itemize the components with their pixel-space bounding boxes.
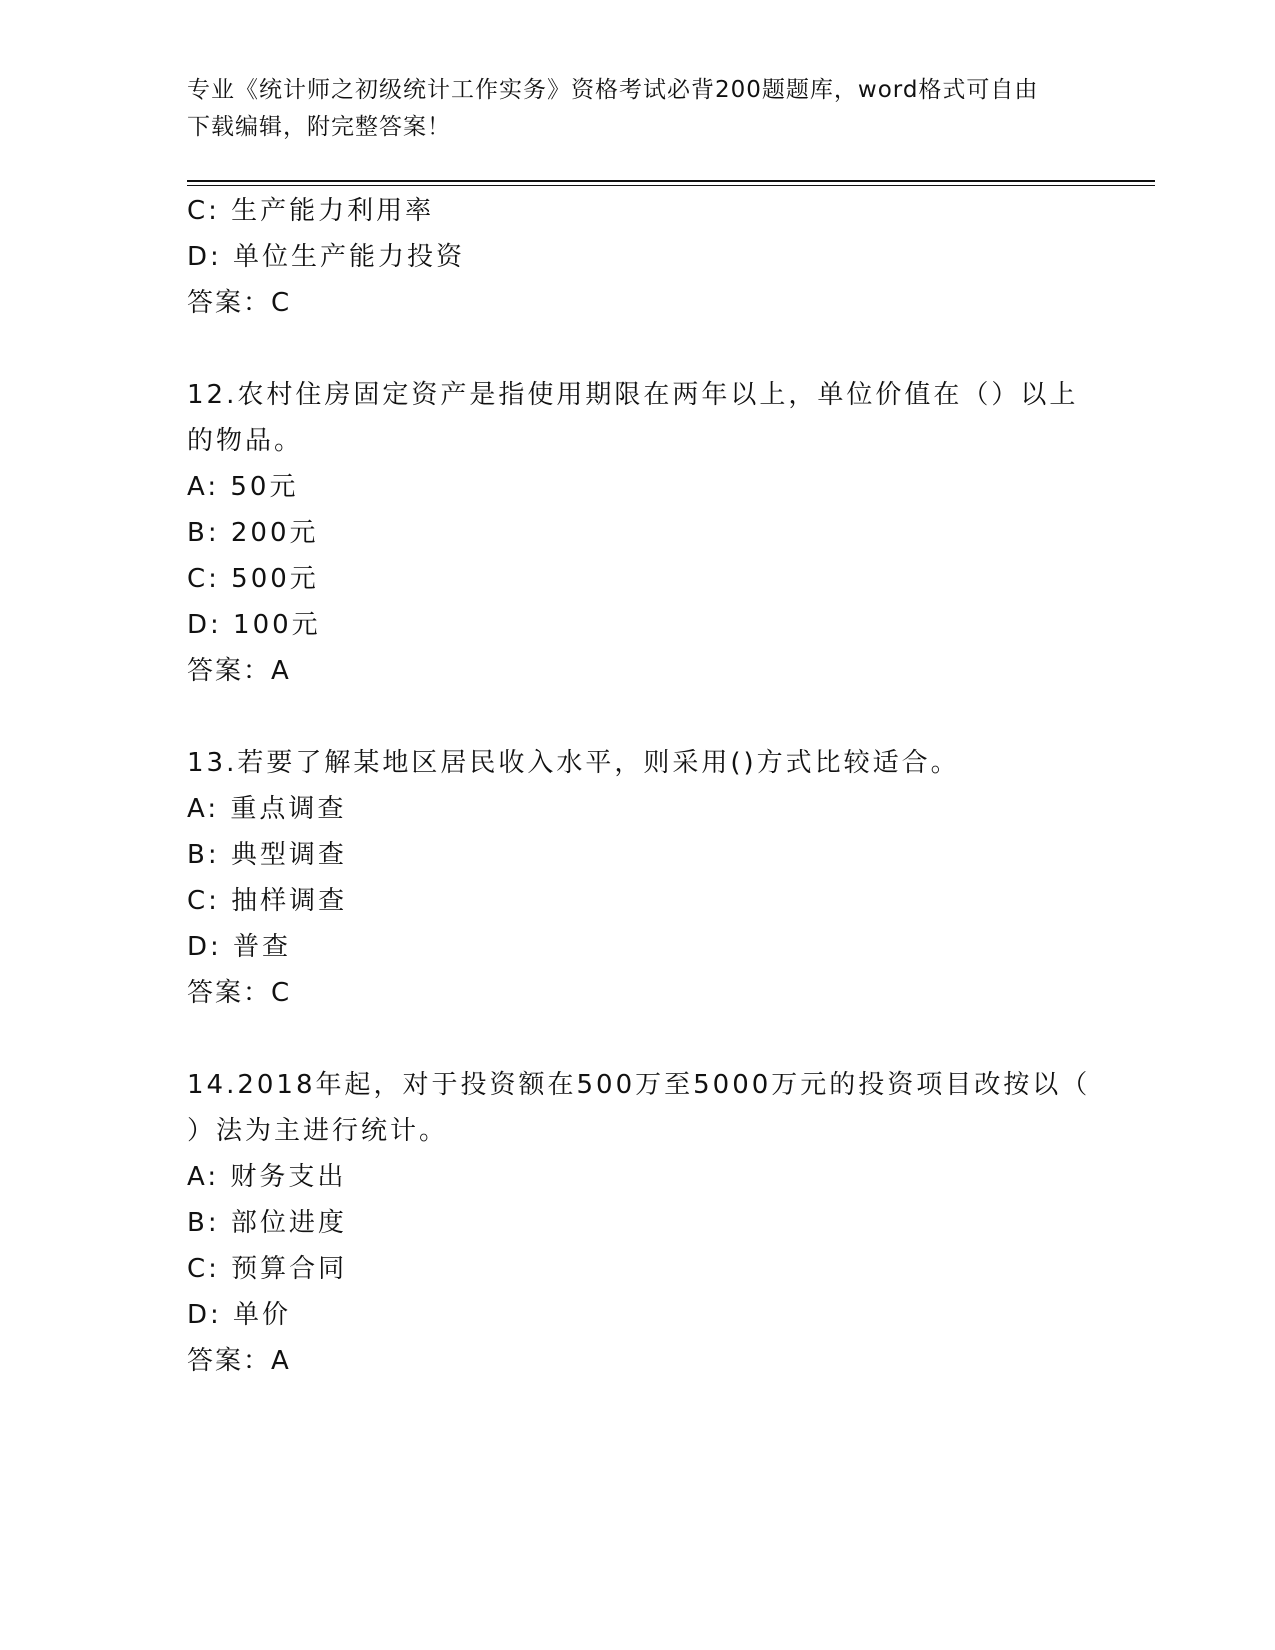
question-14 [187,1062,1091,1384]
question-11-tail [187,188,1087,326]
option-a: A: 重点调查 [187,794,347,824]
header-line-2: 下载编辑，附完整答案！ [187,114,451,140]
answer: 答案：A [187,1346,291,1376]
header-rule-thin [187,185,1155,186]
option-b: B: 部位进度 [187,1208,347,1238]
option-b: B: 典型调查 [187,840,347,870]
option-d: D: 单位生产能力投资 [187,242,466,272]
option-c: C: 500元 [187,564,319,594]
option-c: C: 抽样调查 [187,886,348,916]
option-c: C: 生产能力利用率 [187,196,435,226]
option-b: B: 200元 [187,518,319,548]
question-text-line-1: 14.2018年起，对于投资额在500万至5000万元的投资项目改按以（ [187,1070,1091,1100]
header-rule-thick [187,180,1155,182]
answer: 答案：A [187,656,291,686]
question-13 [187,740,1087,1016]
header-line-1: 专业《统计师之初级统计工作实务》资格考试必背200题题库，word格式可自由 [187,77,1039,103]
option-c: C: 预算合同 [187,1254,348,1284]
question-text-line-2: 的物品。 [187,426,304,456]
option-d: D: 100元 [187,610,321,640]
option-a: A: 财务支出 [187,1162,347,1192]
option-d: D: 单价 [187,1300,292,1330]
question-text-line-1: 12.农村住房固定资产是指使用期限在两年以上，单位价值在（）以上 [187,380,1079,410]
question-text: 13.若要了解某地区居民收入水平，则采用()方式比较适合。 [187,748,960,778]
spacer [187,1016,1087,1062]
spacer [187,326,1087,372]
option-d: D: 普查 [187,932,292,962]
page-header [187,72,1067,146]
spacer [187,694,1087,740]
option-a: A: 50元 [187,472,299,502]
question-12 [187,372,1087,694]
answer: 答案：C [187,978,292,1008]
answer: 答案：C [187,288,292,318]
question-list [187,188,1091,1384]
question-text-line-2: ）法为主进行统计。 [187,1116,449,1146]
